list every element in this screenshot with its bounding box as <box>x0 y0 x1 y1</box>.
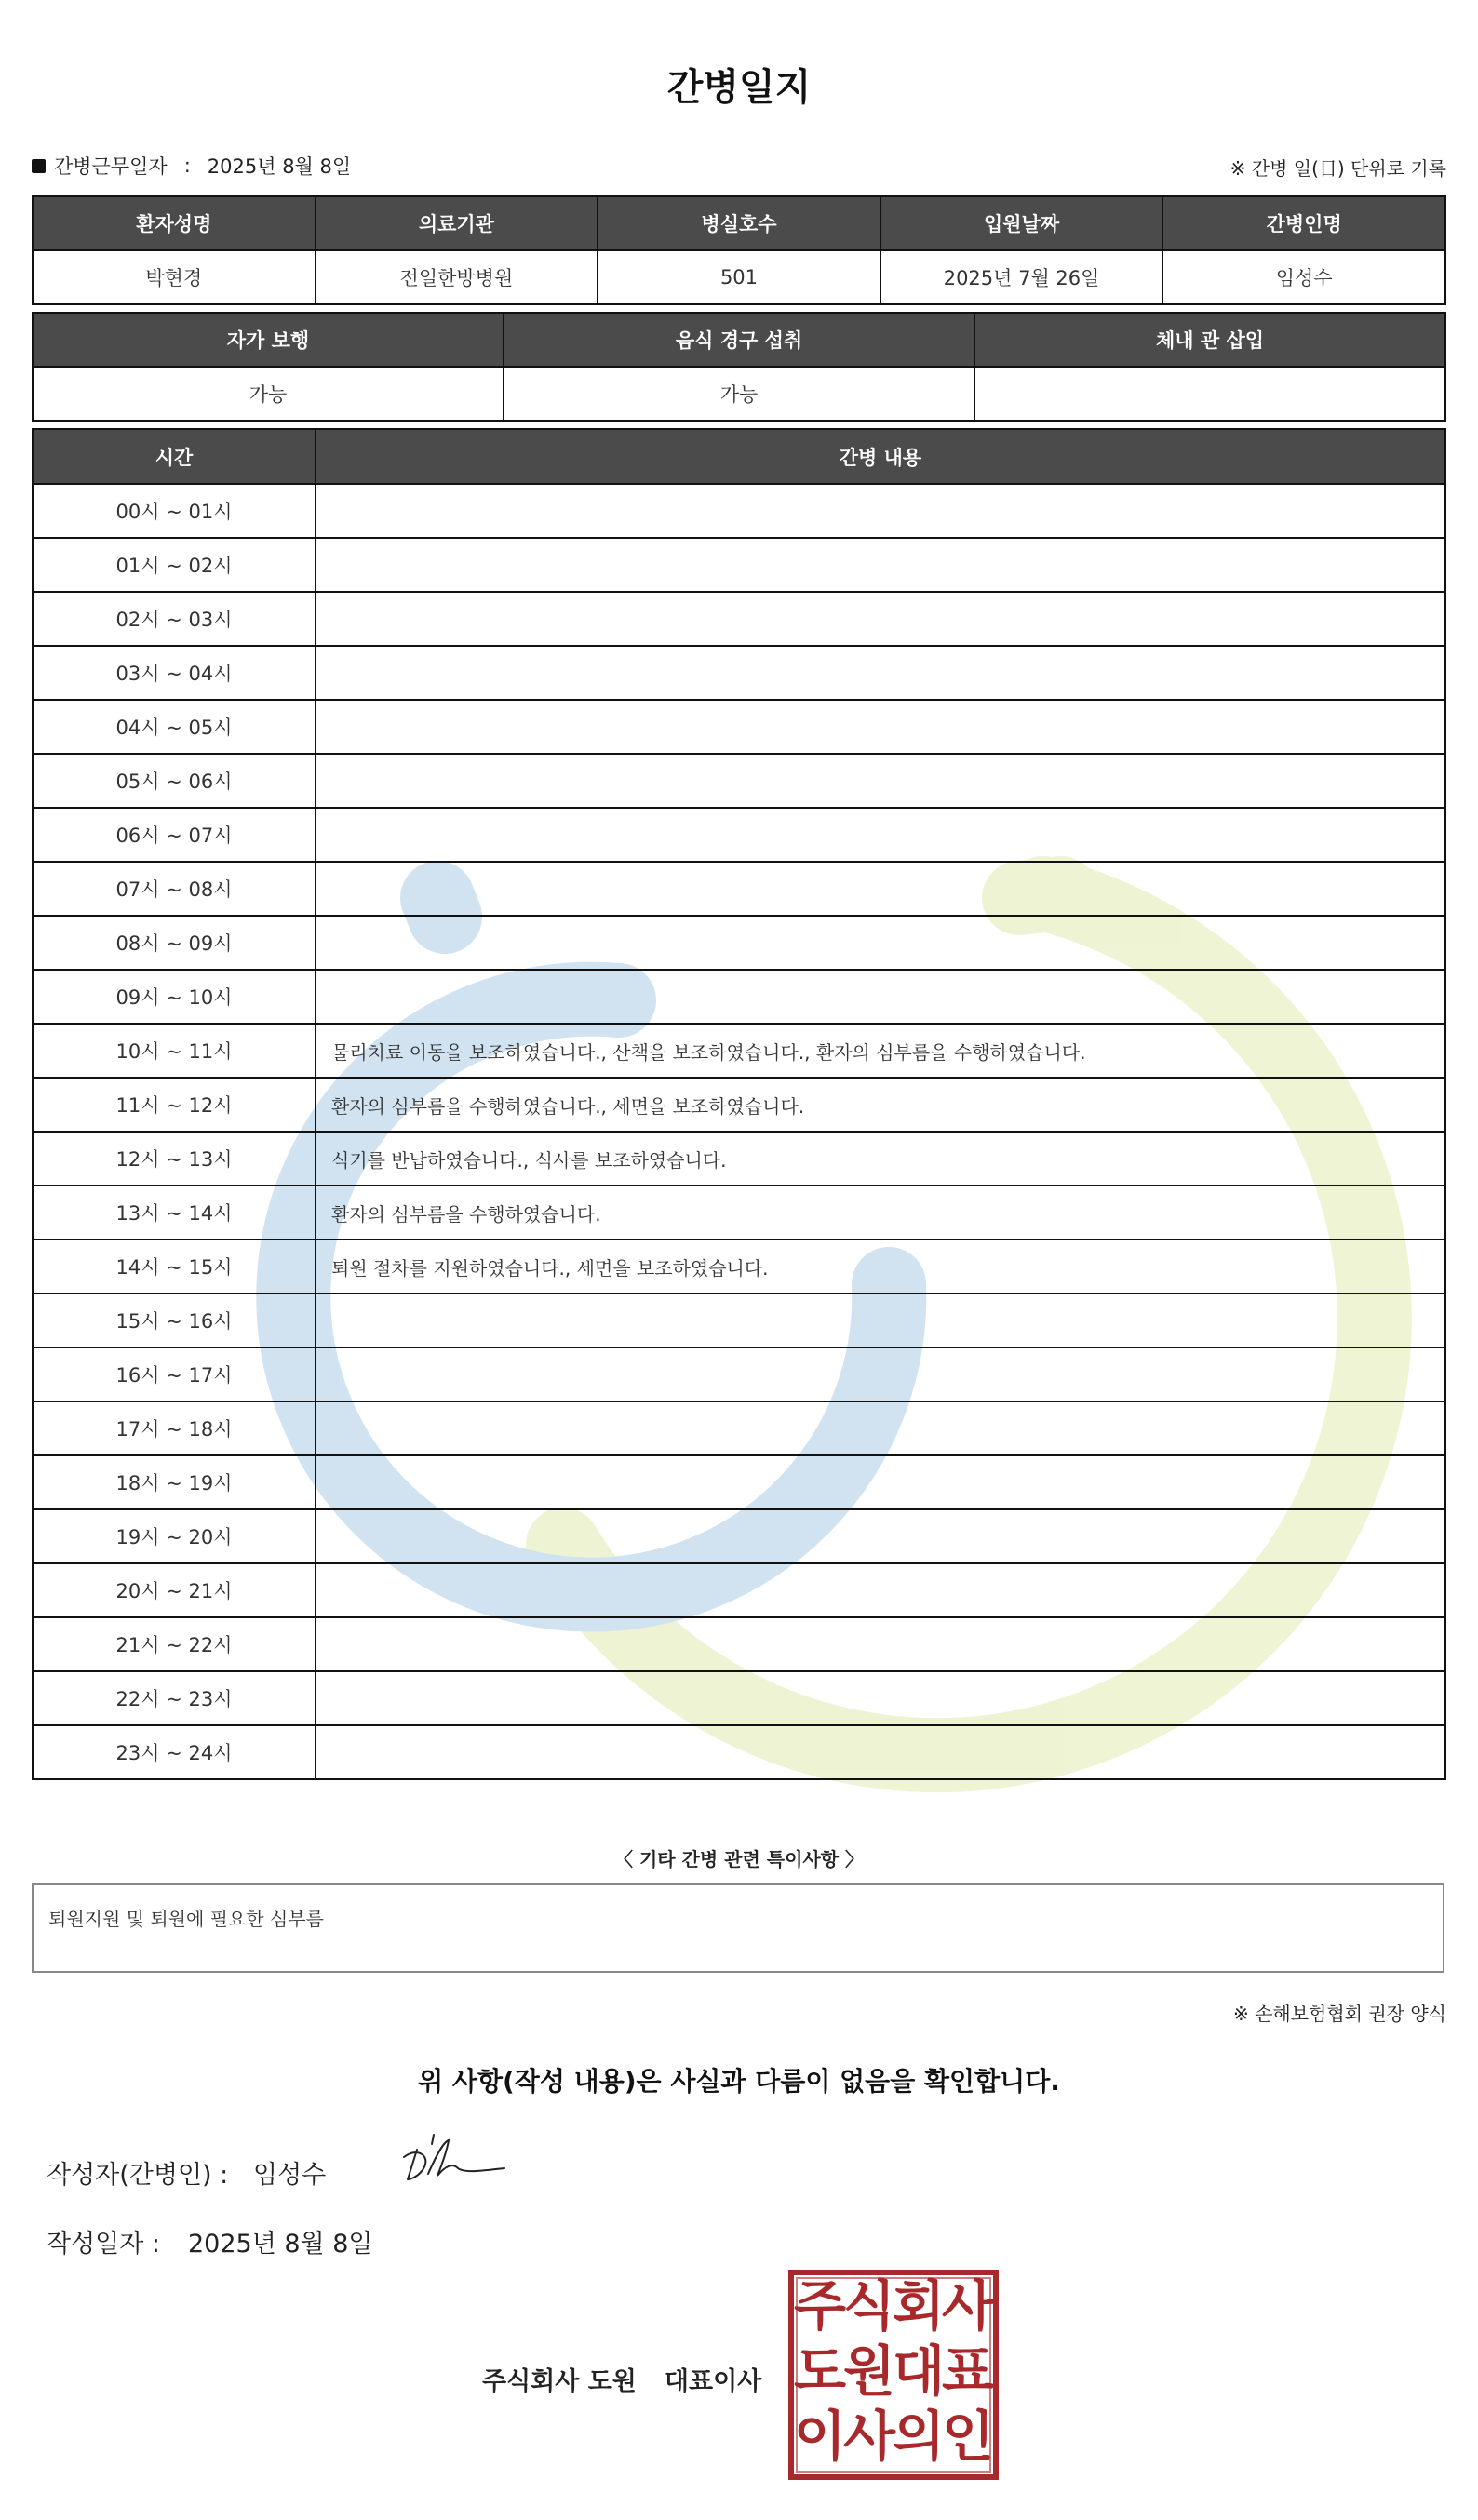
company-seal-stamp <box>787 2269 1000 2481</box>
confirmation-statement: 위 사항(작성 내용)은 사실과 다름이 없음을 확인합니다. <box>418 2066 1060 2097</box>
care-note <box>316 1617 1445 1671</box>
tube-insertion-value <box>974 367 1445 421</box>
table-row <box>33 1617 1445 1671</box>
time-slot: 23시 ~ 24시 <box>33 1725 316 1779</box>
patient-info-table <box>32 195 1446 305</box>
time-slot: 22시 ~ 23시 <box>33 1671 316 1725</box>
room-number: 501 <box>598 250 880 304</box>
header-room-number: 병실호수 <box>598 196 880 250</box>
table-row <box>33 700 1445 754</box>
oral-intake-value: 가능 <box>504 367 974 421</box>
table-row <box>33 808 1445 862</box>
bullet-square-icon <box>32 159 46 173</box>
seal-character: 표 <box>941 2339 995 2403</box>
care-log-table <box>32 428 1446 1780</box>
table-row <box>33 1455 1445 1509</box>
time-slot: 21시 ~ 22시 <box>33 1617 316 1671</box>
patient-info-value-row <box>33 250 1445 304</box>
time-slot: 19시 ~ 20시 <box>33 1509 316 1563</box>
time-slot: 08시 ~ 09시 <box>33 916 316 970</box>
table-row <box>33 970 1445 1024</box>
writer-name: 임성수 <box>253 2161 327 2190</box>
header-tube-insertion: 체내 관 삽입 <box>974 313 1445 367</box>
admission-date: 2025년 7월 26일 <box>880 250 1163 304</box>
header-caregiver-name: 간병인명 <box>1162 196 1445 250</box>
work-date-label: 간병근무일자 <box>54 155 168 178</box>
table-row <box>33 484 1445 538</box>
care-note <box>316 592 1445 646</box>
time-slot: 20시 ~ 21시 <box>33 1563 316 1617</box>
handwritten-signature <box>400 2129 512 2185</box>
caregiver-name: 임성수 <box>1162 250 1445 304</box>
seal-character: 인 <box>941 2405 995 2468</box>
seal-character: 원 <box>842 2339 896 2403</box>
time-slot: 04시 ~ 05시 <box>33 700 316 754</box>
table-row <box>33 592 1445 646</box>
care-note <box>316 916 1445 970</box>
care-note <box>316 754 1445 808</box>
care-note <box>316 862 1445 916</box>
table-row <box>33 1671 1445 1725</box>
record-unit-note: ※ 간병 일(日) 단위로 기록 <box>1229 157 1446 180</box>
patient-status-header-row <box>33 313 1445 367</box>
time-slot: 18시 ~ 19시 <box>33 1455 316 1509</box>
care-note <box>316 1725 1445 1779</box>
time-slot: 11시 ~ 12시 <box>33 1078 316 1132</box>
header-oral-intake: 음식 경구 섭취 <box>504 313 974 367</box>
seal-character: 회 <box>892 2274 946 2338</box>
time-slot: 16시 ~ 17시 <box>33 1347 316 1401</box>
table-row <box>33 538 1445 592</box>
time-slot: 12시 ~ 13시 <box>33 1132 316 1186</box>
table-row <box>33 1725 1445 1779</box>
time-slot: 17시 ~ 18시 <box>33 1401 316 1455</box>
care-note <box>316 1671 1445 1725</box>
time-slot: 00시 ~ 01시 <box>33 484 316 538</box>
time-slot: 15시 ~ 16시 <box>33 1294 316 1347</box>
table-row <box>33 646 1445 700</box>
care-note: 환자의 심부름을 수행하였습니다. <box>316 1186 1445 1240</box>
time-slot: 09시 ~ 10시 <box>33 970 316 1024</box>
writer-label: 작성자(간병인) : <box>47 2161 229 2190</box>
seal-character: 식 <box>842 2274 896 2338</box>
care-note <box>316 1563 1445 1617</box>
care-note <box>316 700 1445 754</box>
special-notes-text: 퇴원지원 및 퇴원에 필요한 심부름 <box>48 1908 324 1930</box>
written-date-label: 작성일자 : <box>47 2230 161 2259</box>
care-note <box>316 970 1445 1024</box>
time-slot: 02시 ~ 03시 <box>33 592 316 646</box>
seal-character: 이 <box>793 2405 847 2468</box>
company-signature-line <box>482 2361 761 2397</box>
work-date-separator: : <box>183 154 191 177</box>
care-note: 퇴원 절차를 지원하였습니다., 세면을 보조하였습니다. <box>316 1240 1445 1294</box>
company-name: 주식회사 도원 <box>482 2367 637 2396</box>
table-row <box>33 1347 1445 1401</box>
care-note <box>316 1294 1445 1347</box>
care-note <box>316 538 1445 592</box>
care-note <box>316 1509 1445 1563</box>
care-note <box>316 484 1445 538</box>
header-patient-name: 환자성명 <box>33 196 316 250</box>
table-row <box>33 1132 1445 1186</box>
seal-character: 의 <box>892 2405 946 2468</box>
table-row <box>33 1401 1445 1455</box>
care-note: 환자의 심부름을 수행하였습니다., 세면을 보조하였습니다. <box>316 1078 1445 1132</box>
hospital-name: 전일한방병원 <box>316 250 598 304</box>
page-title: 간병일지 <box>666 66 812 109</box>
care-log-header-row <box>33 429 1445 484</box>
work-date-row <box>32 152 351 180</box>
header-hospital: 의료기관 <box>316 196 598 250</box>
table-row <box>33 862 1445 916</box>
time-slot: 07시 ~ 08시 <box>33 862 316 916</box>
table-row <box>33 1563 1445 1617</box>
written-date-value: 2025년 8월 8일 <box>188 2230 373 2259</box>
care-note: 식기를 반납하였습니다., 식사를 보조하였습니다. <box>316 1132 1445 1186</box>
header-self-walking: 자가 보행 <box>33 313 504 367</box>
header-time: 시간 <box>33 429 316 484</box>
writer-row <box>47 2154 326 2191</box>
table-row <box>33 1294 1445 1347</box>
time-slot: 13시 ~ 14시 <box>33 1186 316 1240</box>
self-walking-value: 가능 <box>33 367 504 421</box>
seal-character: 도 <box>793 2339 847 2403</box>
special-notes-title: 〈 기타 간병 관련 특이사항 〉 <box>613 1848 864 1870</box>
time-slot: 06시 ~ 07시 <box>33 808 316 862</box>
header-admission-date: 입원날짜 <box>880 196 1163 250</box>
care-note <box>316 1455 1445 1509</box>
time-slot: 01시 ~ 02시 <box>33 538 316 592</box>
table-row <box>33 1509 1445 1563</box>
care-note <box>316 646 1445 700</box>
time-slot: 05시 ~ 06시 <box>33 754 316 808</box>
care-note <box>316 1347 1445 1401</box>
time-slot: 14시 ~ 15시 <box>33 1240 316 1294</box>
seal-character: 사 <box>941 2274 995 2338</box>
seal-character: 대 <box>892 2339 946 2403</box>
header-care-content: 간병 내용 <box>316 429 1445 484</box>
form-source-note: ※ 손해보험협회 권장 양식 <box>1232 2003 1446 2025</box>
table-row <box>33 1186 1445 1240</box>
table-row <box>33 1240 1445 1294</box>
patient-info-header-row <box>33 196 1445 250</box>
table-row <box>33 1024 1445 1078</box>
table-row <box>33 754 1445 808</box>
written-date-row <box>47 2223 372 2259</box>
table-row <box>33 916 1445 970</box>
care-note <box>316 808 1445 862</box>
seal-character: 사 <box>842 2405 896 2468</box>
time-slot: 03시 ~ 04시 <box>33 646 316 700</box>
representative-title: 대표이사 <box>664 2367 762 2396</box>
patient-status-value-row <box>33 367 1445 421</box>
care-note: 물리치료 이동을 보조하였습니다., 산책을 보조하였습니다., 환자의 심부름을 수행하였습니다. <box>316 1024 1445 1078</box>
patient-status-table <box>32 312 1446 422</box>
patient-name: 박현경 <box>33 250 316 304</box>
seal-character: 주 <box>793 2274 847 2338</box>
special-notes-box <box>32 1883 1444 1973</box>
time-slot: 10시 ~ 11시 <box>33 1024 316 1078</box>
work-date-value: 2025년 8월 8일 <box>207 155 352 178</box>
table-row <box>33 1078 1445 1132</box>
care-note <box>316 1401 1445 1455</box>
